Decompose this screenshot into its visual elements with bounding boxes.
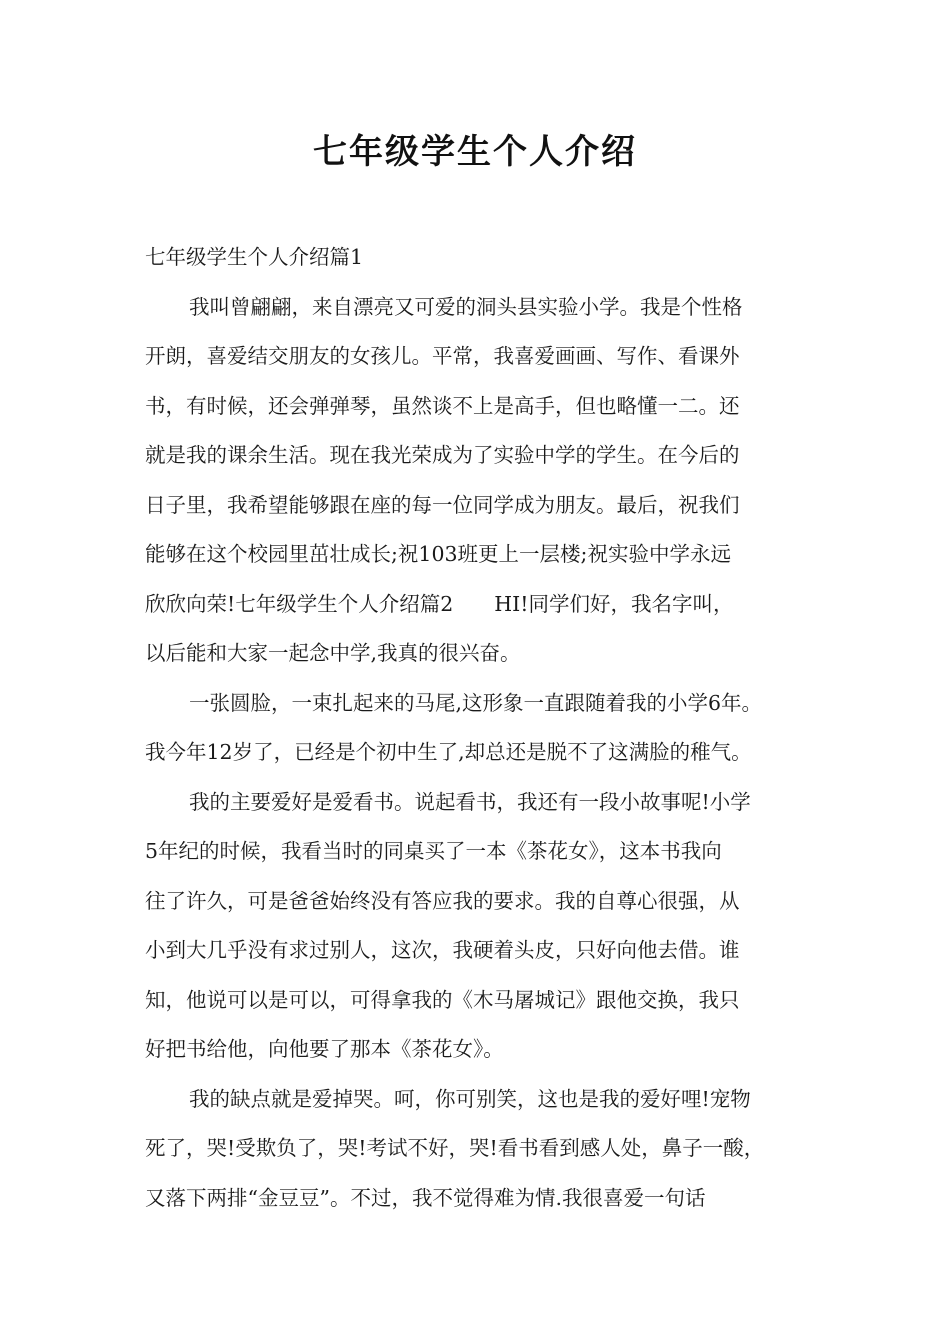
text-line: 欣欣向荣!七年级学生个人介绍篇2 HI!同学们好，我名字叫，	[145, 591, 734, 616]
text-line: 小到大几乎没有求过别人，这次，我硬着头皮，只好向他去借。谁	[145, 938, 740, 962]
text-line: 一张圆脸，一束扎起来的马尾,这形象一直跟随着我的小学6年。	[189, 690, 763, 715]
document-title: 七年级学生个人介绍	[313, 132, 637, 172]
text-line: 日子里，我希望能够跟在座的每一位同学成为朋友。最后，祝我们	[145, 492, 740, 517]
text-line: 我叫曾翩翩，来自漂亮又可爱的洞头县实验小学。我是个性格	[189, 294, 743, 319]
text-line: 往了许久，可是爸爸始终没有答应我的要求。我的自尊心很强，从	[145, 888, 740, 913]
text-line: 我的缺点就是爱掉哭。呵，你可别笑，这也是我的爱好哩!宠物	[189, 1086, 751, 1111]
text-line: 死了，哭!受欺负了，哭!考试不好，哭!看书看到感人处，鼻子一酸，	[145, 1136, 765, 1160]
section-heading: 七年级学生个人介绍篇1	[145, 245, 364, 269]
text-line: 我今年12岁了，已经是个初中生了,却总还是脱不了这满脸的稚气。	[145, 740, 752, 764]
text-line: 书，有时候，还会弹弹琴，虽然谈不上是高手，但也略懂一二。还	[145, 393, 740, 418]
text-line: 就是我的课余生活。现在我光荣成为了实验中学的学生。在今后的	[145, 443, 740, 467]
text-line: 以后能和大家一起念中学,我真的很兴奋。	[145, 641, 521, 665]
text-line: 5年纪的时候，我看当时的同桌买了一本《茶花女》，这本书我向	[145, 839, 722, 863]
text-line: 好把书给他，向他要了那本《茶花女》。	[145, 1037, 504, 1061]
text-line: 又落下两排“金豆豆”。不过，我不觉得难为情.我很喜爱一句话	[145, 1185, 706, 1210]
document-body	[145, 233, 825, 1223]
text-line: 知，他说可以是可以，可得拿我的《木马屠城记》跟他交换，我只	[145, 987, 740, 1012]
text-line: 我的主要爱好是爱看书。说起看书，我还有一段小故事呢!小学	[189, 789, 751, 814]
text-line: 能够在这个校园里茁壮成长;祝103班更上一层楼;祝实验中学永远	[145, 542, 731, 566]
text-line: 开朗，喜爱结交朋友的女孩儿。平常，我喜爱画画、写作、看课外	[145, 344, 740, 368]
